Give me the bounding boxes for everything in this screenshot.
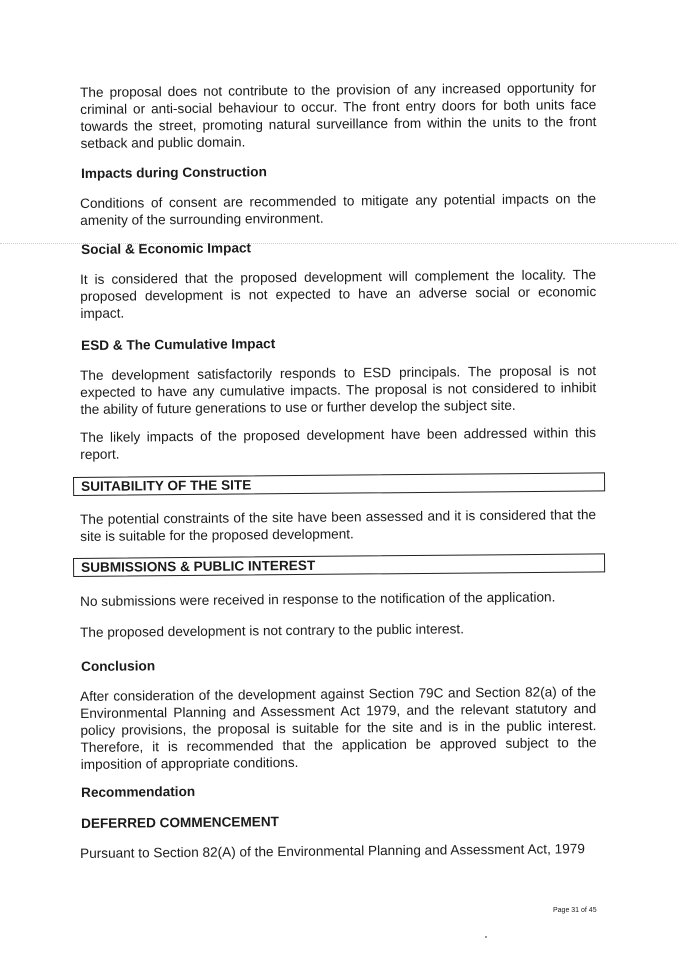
heading-esd-cumulative: ESD & The Cumulative Impact bbox=[81, 336, 276, 353]
section-box-submissions bbox=[73, 553, 605, 577]
heading-impacts-construction: Impacts during Construction bbox=[81, 164, 267, 181]
paragraph-suitability: The potential constraints of the site have been assessed and it is considered that the site is suitable for the proposed development. bbox=[80, 507, 597, 544]
paragraph-pursuant: Pursuant to Section 82(A) of the Environmental Planning and Assessment Act, 1979 bbox=[80, 841, 585, 861]
paragraph-esd: The development satisfactorily responds to ESD principals. The proposal is not expected to have any cumulative impacts. The proposal is not considered to inhibit the ability of future generations to use or further develop the subject site. bbox=[80, 363, 597, 417]
paragraph-crime-prevention: The proposal does not contribute to the provision of any increased opportunity for criminal or anti-social behaviour to occur. The front entry doors for both units face towards the street, promoting natural surveillance from within the units to the front setback and public domain. bbox=[80, 80, 597, 151]
paragraph-construction: Conditions of consent are recommended to mitigate any potential impacts on the amenity of the surrounding environment. bbox=[80, 191, 597, 228]
scan-speck bbox=[485, 936, 487, 938]
paragraph-likely-impacts: The likely impacts of the proposed development have been addressed within this report. bbox=[80, 425, 597, 462]
page-number: Page 31 of 45 bbox=[553, 907, 597, 914]
heading-social-economic: Social & Economic Impact bbox=[81, 240, 252, 257]
paragraph-conclusion: After consideration of the development against Section 79C and Section 82(a) of the Environmental Planning and Assessment Act 1979, and the relevant statutory and policy provisions, the proposal is suitable for the site and is in the public interest. Therefore, it is recommended that the application be approved subject to the imposition of appropriate conditions. bbox=[80, 684, 597, 772]
section-title-submissions: SUBMISSIONS & PUBLIC INTEREST bbox=[81, 557, 316, 575]
section-box-suitability bbox=[73, 472, 605, 496]
heading-deferred-commencement: DEFERRED COMMENCEMENT bbox=[81, 814, 280, 831]
section-title-suitability: SUITABILITY OF THE SITE bbox=[81, 477, 252, 494]
heading-recommendation: Recommendation bbox=[81, 783, 196, 800]
paragraph-no-submissions: No submissions were received in response to the notification of the application. bbox=[80, 589, 556, 609]
paragraph-social-economic: It is considered that the proposed development will complement the locality. The proposed development is not expected to have an adverse social or economic impact. bbox=[80, 267, 597, 321]
paragraph-public-interest: The proposed development is not contrary to the public interest. bbox=[80, 621, 465, 640]
heading-conclusion: Conclusion bbox=[81, 658, 156, 674]
